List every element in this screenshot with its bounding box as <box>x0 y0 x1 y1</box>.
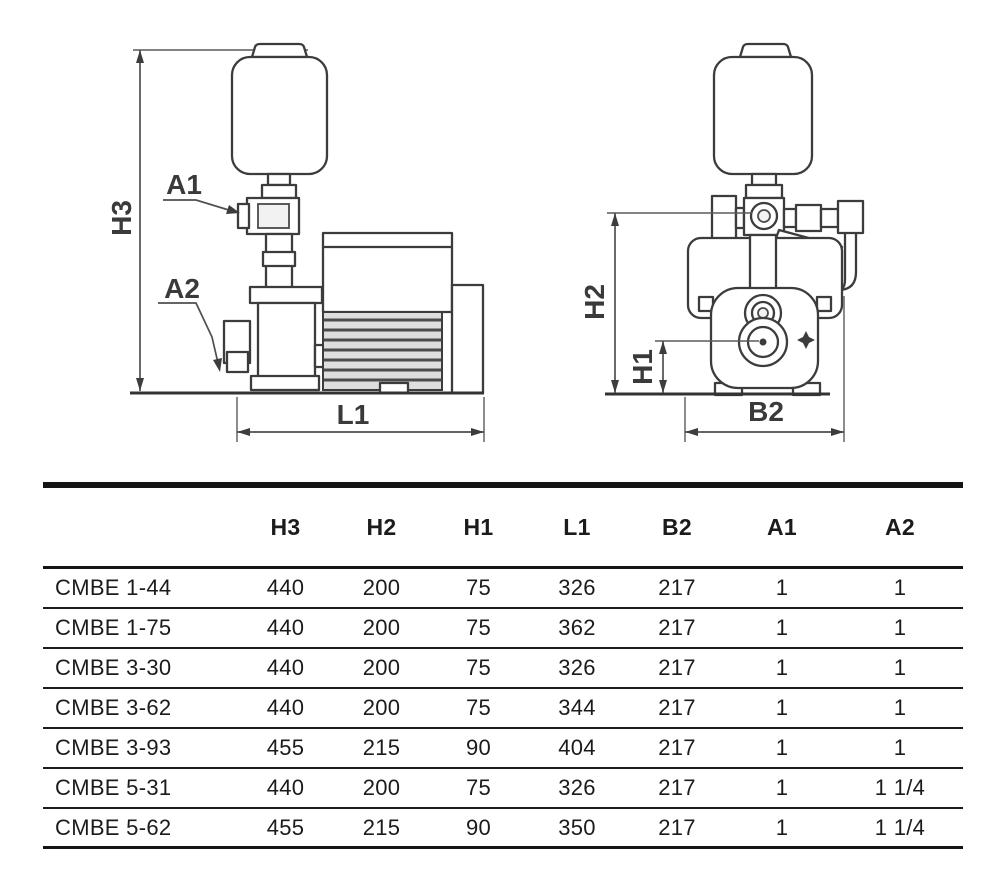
cell-model: CMBE 1-44 <box>55 575 172 600</box>
cell-a2: 1 <box>893 735 907 760</box>
header-h2: H2 <box>366 513 397 540</box>
cell-l1: 344 <box>558 695 596 720</box>
cell-model: CMBE 3-93 <box>55 735 172 760</box>
cell-h2: 215 <box>362 814 401 840</box>
cell-l1: 362 <box>558 615 596 640</box>
cell-a1: 1 <box>775 695 789 720</box>
cell-l1: 326 <box>558 575 596 600</box>
cell-b2: 217 <box>658 695 696 720</box>
cell-a2: 1 <box>893 575 907 600</box>
header-b2: B2 <box>661 513 692 540</box>
cell-h1: 75 <box>465 615 492 640</box>
cell-a1: 1 <box>775 575 789 600</box>
cell-h2: 200 <box>362 655 401 680</box>
cell-a1: 1 <box>775 775 789 800</box>
l1-dimension-label: L1 <box>336 399 370 430</box>
motor-end-cap <box>452 285 483 393</box>
table-header-row <box>43 488 963 569</box>
cell-h2: 200 <box>362 775 401 800</box>
cell-h3: 440 <box>266 655 305 680</box>
header-h1: H1 <box>463 513 494 540</box>
cell-a2: 1 <box>893 655 907 680</box>
cell-h3: 440 <box>266 575 305 600</box>
cell-h2: 200 <box>362 575 401 600</box>
cell-model: CMBE 5-31 <box>55 775 172 800</box>
cell-a2: 1 <box>893 615 907 640</box>
pump-front-view <box>579 44 863 442</box>
cell-l1: 350 <box>558 814 596 840</box>
motor-side <box>323 233 483 393</box>
cell-l1: 326 <box>558 775 596 800</box>
cell-h2: 200 <box>362 615 401 640</box>
cell-a1: 1 <box>775 655 789 680</box>
cell-h1: 75 <box>465 775 492 800</box>
pump-housing-front <box>688 235 842 395</box>
pump-head-side <box>224 287 330 390</box>
cell-h2: 215 <box>362 735 401 760</box>
pump-side-view <box>106 44 484 442</box>
table-row <box>43 769 963 809</box>
dimension-l1 <box>237 397 484 442</box>
valve-assembly-side <box>238 198 299 290</box>
table-row <box>43 729 963 769</box>
h3-dimension-label: H3 <box>106 200 137 236</box>
cell-h3: 455 <box>266 735 305 760</box>
cell-a2: 1 1/4 <box>874 775 926 800</box>
h1-dimension-label: H1 <box>627 349 658 385</box>
cell-b2: 217 <box>658 735 696 760</box>
cell-h1: 90 <box>465 735 492 760</box>
cell-h1: 75 <box>465 575 492 600</box>
cell-b2: 217 <box>658 775 696 800</box>
cell-a2: 1 <box>893 695 907 720</box>
cell-h3: 440 <box>266 615 305 640</box>
table-row <box>43 609 963 649</box>
cell-model: CMBE 3-62 <box>55 695 172 720</box>
table-row <box>43 689 963 729</box>
a1-label: A1 <box>166 169 202 200</box>
table-row <box>43 809 963 849</box>
header-l1: L1 <box>563 513 591 540</box>
cell-h3: 440 <box>266 775 305 800</box>
b2-dimension-label: B2 <box>748 396 784 427</box>
cell-a1: 1 <box>775 814 789 840</box>
cell-model: CMBE 1-75 <box>55 615 172 640</box>
cell-b2: 217 <box>658 814 696 840</box>
discharge-pipe <box>750 235 776 293</box>
header-h3: H3 <box>270 513 301 540</box>
leader-a2 <box>158 273 222 372</box>
cell-h1: 75 <box>465 655 492 680</box>
cell-l1: 404 <box>558 735 596 760</box>
cell-h3: 455 <box>266 814 305 840</box>
cell-model: CMBE 3-30 <box>55 655 172 680</box>
table-row <box>43 649 963 689</box>
dimensions-table <box>43 482 963 849</box>
cell-h3: 440 <box>266 695 305 720</box>
cell-b2: 217 <box>658 575 696 600</box>
cell-h2: 200 <box>362 695 401 720</box>
pressure-tank-front <box>714 44 812 198</box>
a2-label: A2 <box>164 273 200 304</box>
cell-b2: 217 <box>658 655 696 680</box>
cell-a2: 1 1/4 <box>874 814 926 840</box>
h2-dimension-label: H2 <box>579 284 610 320</box>
cell-l1: 326 <box>558 655 596 680</box>
cell-b2: 217 <box>658 615 696 640</box>
header-a2: A2 <box>884 513 915 540</box>
cell-model: CMBE 5-62 <box>55 814 172 840</box>
pressure-tank-side <box>232 44 327 198</box>
cell-h1: 75 <box>465 695 492 720</box>
table-row <box>43 569 963 609</box>
cell-a1: 1 <box>775 615 789 640</box>
header-a1: A1 <box>766 513 797 540</box>
cell-h1: 90 <box>465 814 492 840</box>
cell-a1: 1 <box>775 735 789 760</box>
leader-a1 <box>163 169 240 214</box>
